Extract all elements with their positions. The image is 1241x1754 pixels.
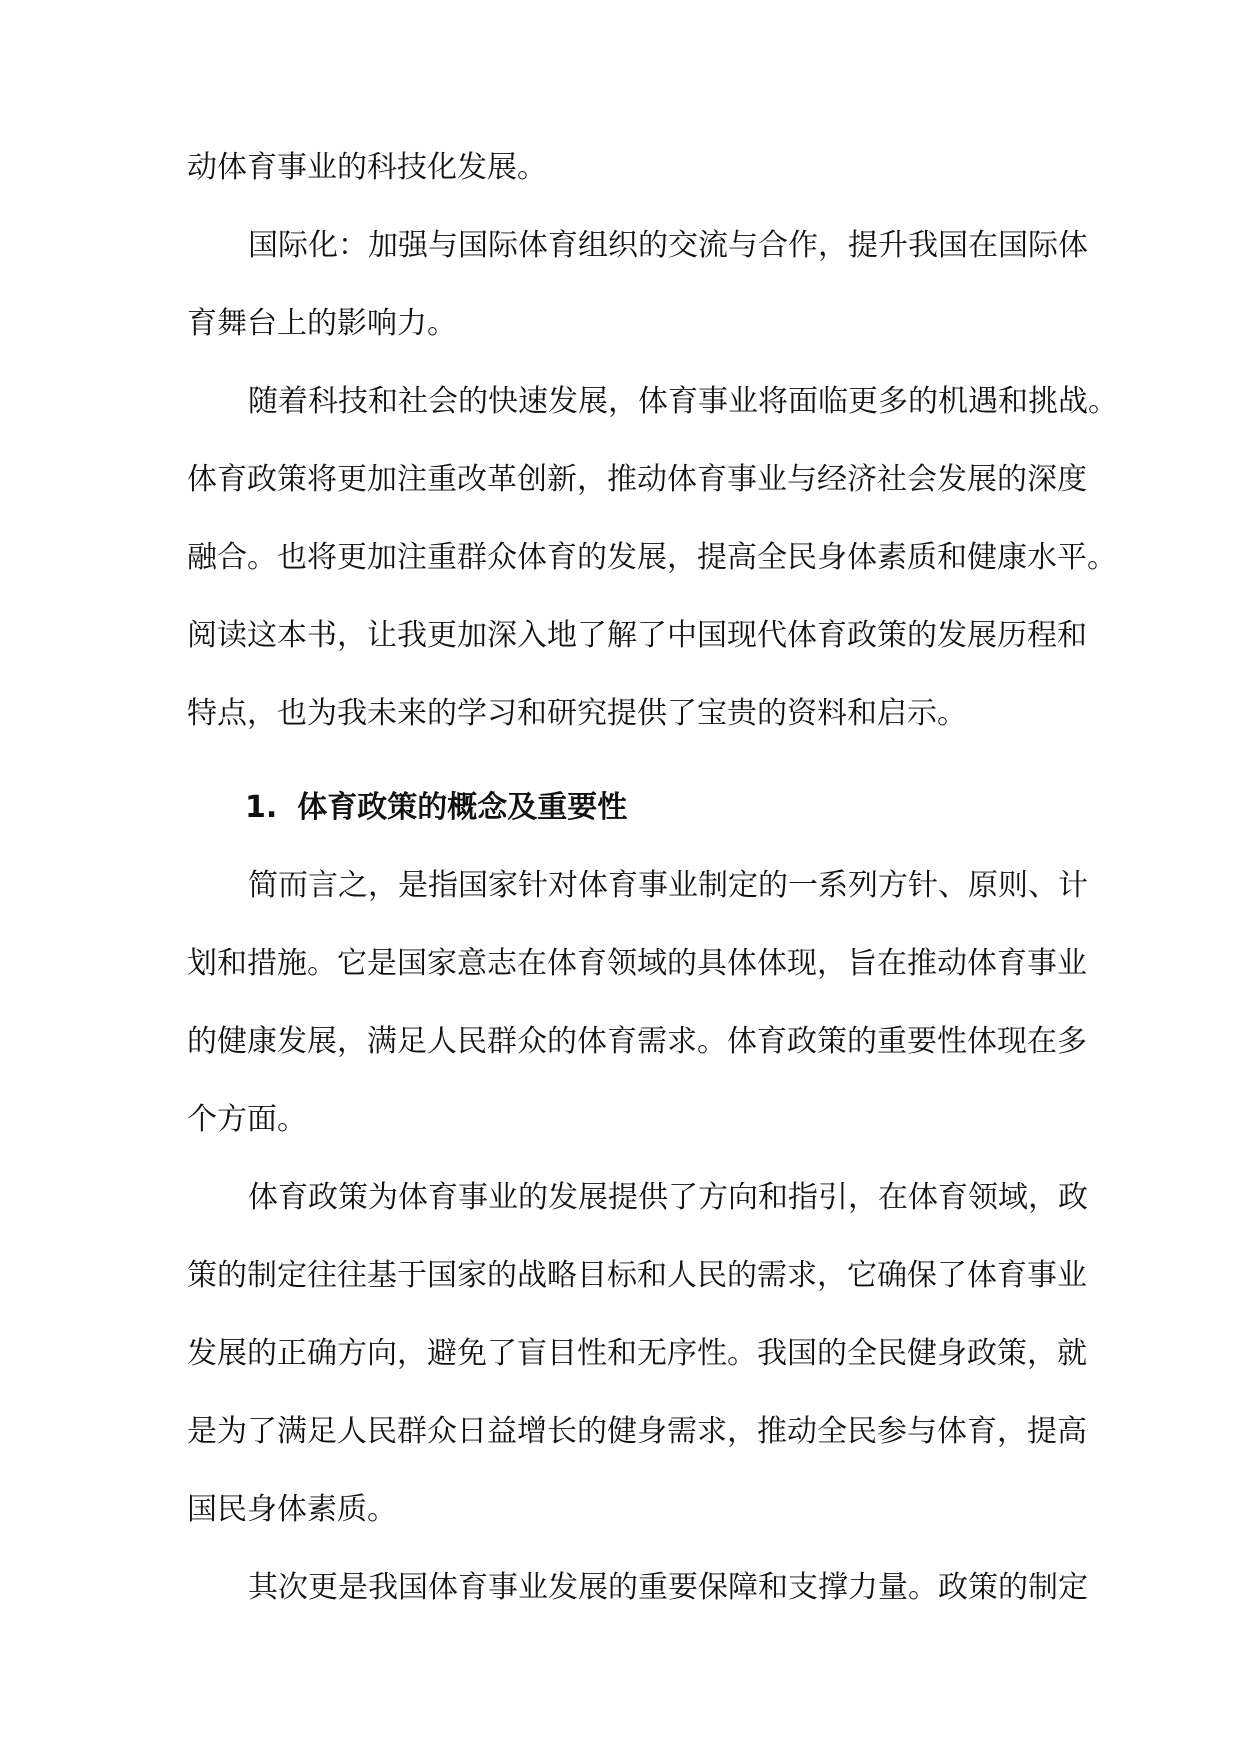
text-line: 策的制定往往基于国家的战略目标和人民的需求，它确保了体育事业 <box>187 1258 1087 1293</box>
text-line: 简而言之，是指国家针对体育事业制定的一系列方针、原则、计 <box>248 868 1088 903</box>
text-line: 发展的正确方向，避免了盲目性和无序性。我国的全民健身政策，就 <box>187 1336 1087 1371</box>
text-line: 特点，也为我未来的学习和研究提供了宝贵的资料和启示。 <box>187 696 967 731</box>
text-line: 融合。也将更加注重群众体育的发展，提高全民身体素质和健康水平。 <box>187 540 1117 575</box>
text-line: 国际化：加强与国际体育组织的交流与合作，提升我国在国际体 <box>248 228 1088 263</box>
text-line: 国民身体素质。 <box>187 1492 397 1527</box>
text-line: 阅读这本书，让我更加深入地了解了中国现代体育政策的发展历程和 <box>187 618 1087 653</box>
text-line: 其次更是我国体育事业发展的重要保障和支撑力量。政策的制定 <box>248 1570 1088 1605</box>
text-line: 的健康发展，满足人民群众的体育需求。体育政策的重要性体现在多 <box>187 1024 1087 1059</box>
text-line: 体育政策为体育事业的发展提供了方向和指引，在体育领域，政 <box>248 1180 1088 1215</box>
text-line: 体育政策将更加注重改革创新，推动体育事业与经济社会发展的深度 <box>187 462 1087 497</box>
section-number: 1. <box>245 790 278 825</box>
text-line: 育舞台上的影响力。 <box>187 306 457 341</box>
text-line: 个方面。 <box>187 1102 307 1137</box>
text-line: 动体育事业的科技化发展。 <box>187 150 547 185</box>
text-line: 划和措施。它是国家意志在体育领域的具体体现，旨在推动体育事业 <box>187 946 1087 981</box>
section-title: 体育政策的概念及重要性 <box>297 790 628 825</box>
text-line: 是为了满足人民群众日益增长的健身需求，推动全民参与体育，提高 <box>187 1414 1087 1449</box>
text-line: 随着科技和社会的快速发展，体育事业将面临更多的机遇和挑战。 <box>248 384 1118 419</box>
section-heading <box>245 790 627 826</box>
